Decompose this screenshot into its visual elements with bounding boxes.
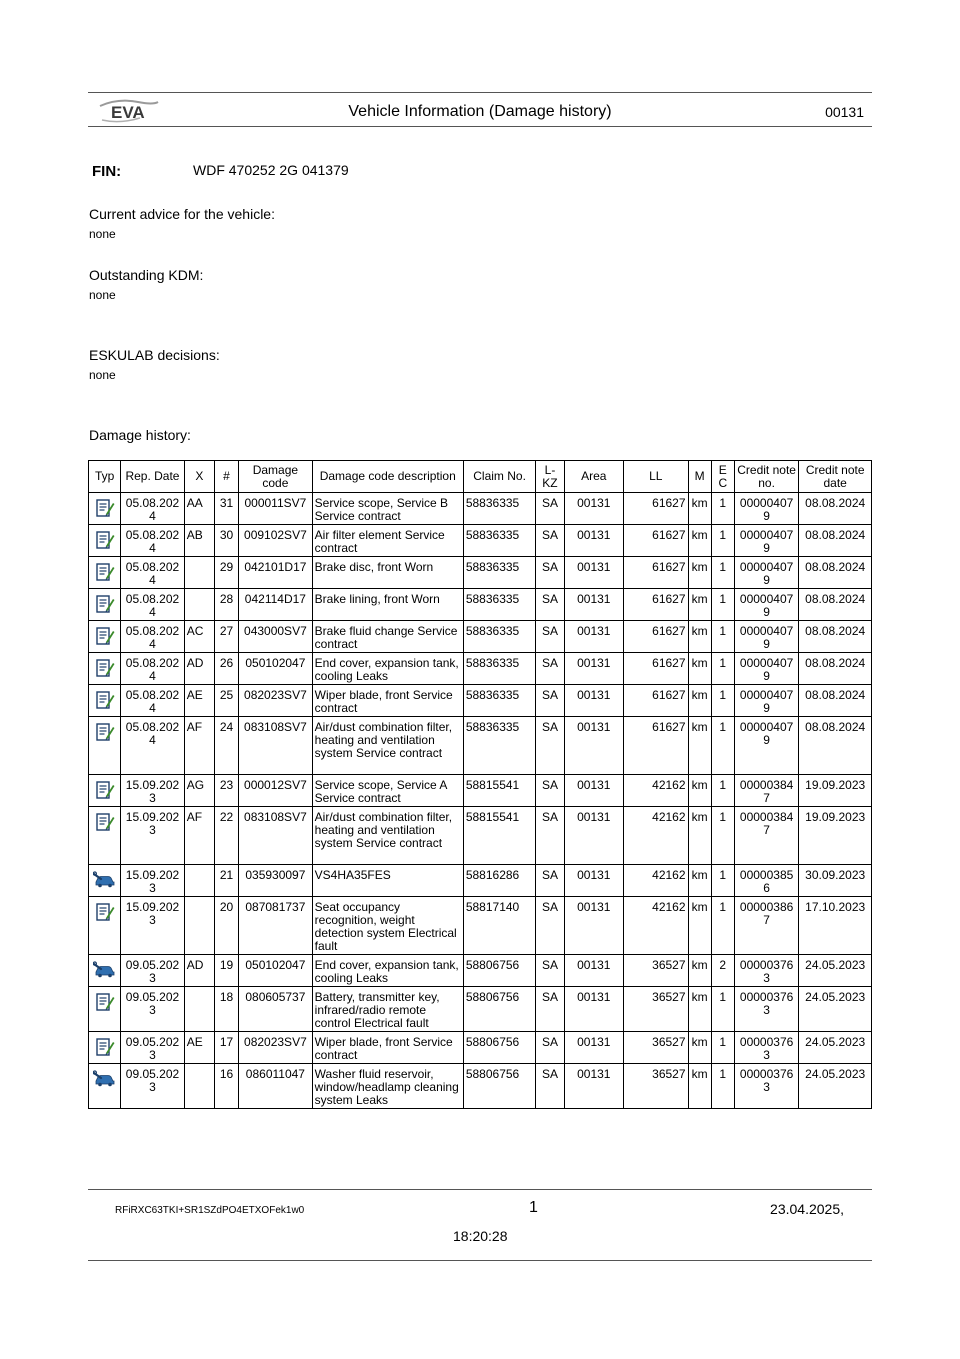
table-cell-num: 30	[214, 525, 238, 557]
table-cell-lkz: SA	[536, 493, 564, 525]
table-cell-cn: 000003763	[734, 955, 798, 987]
table-cell-m: km	[688, 775, 711, 807]
table-cell-ec: 1	[711, 589, 734, 621]
table-cell-area: 00131	[564, 589, 623, 621]
table-row	[89, 955, 872, 987]
table-cell-lkz: SA	[536, 987, 564, 1032]
table-cell-claim: 58806756	[463, 1032, 536, 1064]
table-cell-ll: 36527	[624, 987, 688, 1032]
table-cell-x: AE	[184, 685, 214, 717]
table-cell-lkz: SA	[536, 1064, 564, 1109]
table-cell-date: 15.09.2023	[121, 865, 184, 897]
table-cell-ec: 1	[711, 493, 734, 525]
table-cell-claim: 58836335	[463, 621, 536, 653]
document-edit-icon	[89, 987, 121, 1032]
table-cell-x	[184, 589, 214, 621]
table-cell-desc: Wiper blade, front Service contract	[312, 685, 463, 717]
table-cell-ec: 1	[711, 987, 734, 1032]
table-cell-area: 00131	[564, 653, 623, 685]
table-cell-date: 09.05.2023	[121, 955, 184, 987]
fin-label: FIN:	[92, 163, 122, 180]
table-cell-code: 082023SV7	[239, 1032, 313, 1064]
table-cell-num: 26	[214, 653, 238, 685]
header-bottom-rule	[88, 126, 872, 127]
table-cell-m: km	[688, 987, 711, 1032]
document-edit-icon	[89, 897, 121, 955]
table-cell-area: 00131	[564, 1032, 623, 1064]
table-row	[89, 897, 872, 955]
table-cell-cn: 000003763	[734, 1032, 798, 1064]
table-cell-area: 00131	[564, 865, 623, 897]
table-cell-x: AD	[184, 955, 214, 987]
footer-top-rule	[88, 1189, 872, 1190]
table-cell-area: 00131	[564, 557, 623, 589]
table-cell-cnd: 24.05.2023	[799, 1064, 872, 1109]
table-cell-code: 050102047	[239, 653, 313, 685]
table-cell-lkz: SA	[536, 955, 564, 987]
current-advice-value: none	[89, 227, 116, 241]
table-cell-claim: 58836335	[463, 525, 536, 557]
table-cell-ll: 36527	[624, 1032, 688, 1064]
table-cell-x: AB	[184, 525, 214, 557]
table-cell-date: 05.08.2024	[121, 557, 184, 589]
table-cell-x	[184, 865, 214, 897]
table-cell-ec: 1	[711, 621, 734, 653]
table-cell-area: 00131	[564, 493, 623, 525]
table-cell-ll: 36527	[624, 955, 688, 987]
table-cell-claim: 58836335	[463, 493, 536, 525]
table-cell-m: km	[688, 897, 711, 955]
table-cell-m: km	[688, 653, 711, 685]
document-edit-icon	[89, 525, 121, 557]
table-cell-ec: 1	[711, 1064, 734, 1109]
table-cell-x	[184, 897, 214, 955]
table-cell-date: 05.08.2024	[121, 493, 184, 525]
table-cell-cnd: 08.08.2024	[799, 717, 872, 775]
table-cell-cn: 000003847	[734, 775, 798, 807]
table-cell-desc: Seat occupancy recognition, weight detection system Electrical fault	[312, 897, 463, 955]
table-row	[89, 653, 872, 685]
table-cell-date: 05.08.2024	[121, 717, 184, 775]
table-row	[89, 1032, 872, 1064]
table-cell-x: AD	[184, 653, 214, 685]
table-cell-ll: 61627	[624, 557, 688, 589]
table-cell-desc: End cover, expansion tank, cooling Leaks	[312, 653, 463, 685]
column-header: L-KZ	[536, 461, 564, 493]
table-row	[89, 621, 872, 653]
table-cell-lkz: SA	[536, 897, 564, 955]
table-cell-ec: 1	[711, 897, 734, 955]
table-cell-desc: Service scope, Service A Service contract	[312, 775, 463, 807]
table-cell-code: 000011SV7	[239, 493, 313, 525]
document-edit-icon	[89, 653, 121, 685]
table-cell-cnd: 24.05.2023	[799, 955, 872, 987]
table-cell-ec: 1	[711, 807, 734, 865]
table-cell-ec: 1	[711, 1032, 734, 1064]
table-cell-date: 09.05.2023	[121, 987, 184, 1032]
column-header: Credit note date	[799, 461, 872, 493]
table-cell-lkz: SA	[536, 685, 564, 717]
page-title: Vehicle Information (Damage history)	[348, 103, 612, 120]
table-cell-code: 082023SV7	[239, 685, 313, 717]
table-cell-cnd: 08.08.2024	[799, 557, 872, 589]
table-row	[89, 807, 872, 865]
table-cell-ll: 42162	[624, 865, 688, 897]
column-header: #	[214, 461, 238, 493]
document-edit-icon	[89, 557, 121, 589]
table-cell-cnd: 08.08.2024	[799, 653, 872, 685]
table-cell-x	[184, 557, 214, 589]
table-cell-lkz: SA	[536, 775, 564, 807]
table-cell-area: 00131	[564, 1064, 623, 1109]
table-cell-num: 17	[214, 1032, 238, 1064]
table-cell-claim: 58836335	[463, 685, 536, 717]
table-cell-cnd: 17.10.2023	[799, 897, 872, 955]
eskulab-heading: ESKULAB decisions:	[89, 347, 220, 363]
outstanding-kdm-heading: Outstanding KDM:	[89, 267, 204, 283]
column-header: Claim No.	[463, 461, 536, 493]
document-edit-icon	[89, 717, 121, 775]
table-cell-desc: Brake lining, front Worn	[312, 589, 463, 621]
table-cell-lkz: SA	[536, 807, 564, 865]
table-cell-cnd: 24.05.2023	[799, 1032, 872, 1064]
table-cell-area: 00131	[564, 717, 623, 775]
table-cell-code: 083108SV7	[239, 807, 313, 865]
table-cell-x: AF	[184, 717, 214, 775]
table-cell-date: 05.08.2024	[121, 525, 184, 557]
table-cell-claim: 58836335	[463, 589, 536, 621]
table-cell-cnd: 08.08.2024	[799, 685, 872, 717]
table-cell-ll: 36527	[624, 1064, 688, 1109]
eskulab-value: none	[89, 368, 116, 382]
table-cell-cnd: 08.08.2024	[799, 493, 872, 525]
table-cell-date: 05.08.2024	[121, 653, 184, 685]
table-cell-m: km	[688, 1032, 711, 1064]
table-cell-desc: Air/dust combination filter, heating and ventilation system Service contract	[312, 717, 463, 775]
table-cell-cn: 000004079	[734, 589, 798, 621]
table-cell-desc: End cover, expansion tank, cooling Leaks	[312, 955, 463, 987]
table-cell-num: 18	[214, 987, 238, 1032]
column-header: Typ	[89, 461, 121, 493]
table-cell-code: 042101D17	[239, 557, 313, 589]
table-cell-ec: 1	[711, 525, 734, 557]
table-cell-num: 29	[214, 557, 238, 589]
table-cell-cnd: 08.08.2024	[799, 621, 872, 653]
table-cell-ec: 1	[711, 653, 734, 685]
damage-history-table	[88, 460, 872, 1109]
table-cell-ec: 1	[711, 775, 734, 807]
table-cell-desc: Brake fluid change Service contract	[312, 621, 463, 653]
table-row	[89, 493, 872, 525]
column-header: Credit note no.	[734, 461, 798, 493]
table-cell-lkz: SA	[536, 1032, 564, 1064]
table-row	[89, 987, 872, 1032]
table-cell-num: 25	[214, 685, 238, 717]
table-cell-ll: 61627	[624, 717, 688, 775]
table-cell-date: 05.08.2024	[121, 621, 184, 653]
table-cell-area: 00131	[564, 897, 623, 955]
table-cell-code: 080605737	[239, 987, 313, 1032]
table-cell-area: 00131	[564, 807, 623, 865]
table-cell-num: 21	[214, 865, 238, 897]
table-cell-code: 035930097	[239, 865, 313, 897]
car-repair-icon	[89, 955, 121, 987]
table-cell-cnd: 08.08.2024	[799, 525, 872, 557]
header-top-rule	[88, 92, 872, 93]
table-cell-code: 083108SV7	[239, 717, 313, 775]
table-cell-desc: Washer fluid reservoir, window/headlamp cleaning system Leaks	[312, 1064, 463, 1109]
table-cell-cn: 000004079	[734, 685, 798, 717]
table-cell-code: 050102047	[239, 955, 313, 987]
table-cell-m: km	[688, 525, 711, 557]
table-cell-cn: 000004079	[734, 493, 798, 525]
table-row	[89, 525, 872, 557]
table-cell-cn: 000003856	[734, 865, 798, 897]
column-header: M	[688, 461, 711, 493]
column-header: Damage code description	[312, 461, 463, 493]
table-cell-lkz: SA	[536, 557, 564, 589]
table-cell-code: 087081737	[239, 897, 313, 955]
table-cell-ll: 42162	[624, 775, 688, 807]
table-cell-area: 00131	[564, 621, 623, 653]
table-cell-ll: 61627	[624, 493, 688, 525]
table-cell-area: 00131	[564, 685, 623, 717]
table-cell-x	[184, 987, 214, 1032]
table-cell-claim: 58815541	[463, 807, 536, 865]
table-cell-cnd: 24.05.2023	[799, 987, 872, 1032]
table-cell-area: 00131	[564, 955, 623, 987]
table-cell-ll: 61627	[624, 653, 688, 685]
table-cell-m: km	[688, 955, 711, 987]
table-cell-code: 000012SV7	[239, 775, 313, 807]
table-cell-claim: 58836335	[463, 557, 536, 589]
table-cell-claim: 58815541	[463, 775, 536, 807]
table-cell-ec: 1	[711, 717, 734, 775]
table-cell-num: 31	[214, 493, 238, 525]
table-cell-m: km	[688, 589, 711, 621]
table-cell-date: 05.08.2024	[121, 685, 184, 717]
document-edit-icon	[89, 1032, 121, 1064]
table-cell-claim: 58806756	[463, 955, 536, 987]
table-cell-ll: 61627	[624, 685, 688, 717]
table-cell-claim: 58817140	[463, 897, 536, 955]
document-edit-icon	[89, 589, 121, 621]
table-cell-code: 042114D17	[239, 589, 313, 621]
table-cell-lkz: SA	[536, 589, 564, 621]
table-cell-cn: 000004079	[734, 525, 798, 557]
print-date: 23.04.2025,	[770, 1201, 844, 1217]
table-cell-date: 15.09.2023	[121, 897, 184, 955]
document-edit-icon	[89, 775, 121, 807]
table-cell-lkz: SA	[536, 653, 564, 685]
table-cell-code: 086011047	[239, 1064, 313, 1109]
table-cell-num: 23	[214, 775, 238, 807]
table-cell-x: AG	[184, 775, 214, 807]
table-cell-date: 09.05.2023	[121, 1064, 184, 1109]
table-cell-lkz: SA	[536, 525, 564, 557]
table-cell-num: 28	[214, 589, 238, 621]
column-header: Area	[564, 461, 623, 493]
table-cell-cn: 000004079	[734, 621, 798, 653]
table-row	[89, 1064, 872, 1109]
table-cell-num: 27	[214, 621, 238, 653]
table-cell-date: 15.09.2023	[121, 775, 184, 807]
column-header: Damage code	[239, 461, 313, 493]
table-cell-code: 043000SV7	[239, 621, 313, 653]
table-cell-m: km	[688, 621, 711, 653]
table-header-row	[89, 461, 872, 493]
table-cell-desc: Air filter element Service contract	[312, 525, 463, 557]
table-cell-area: 00131	[564, 775, 623, 807]
table-row	[89, 865, 872, 897]
table-cell-claim: 58806756	[463, 987, 536, 1032]
table-cell-x: AF	[184, 807, 214, 865]
table-cell-claim: 58836335	[463, 717, 536, 775]
table-cell-lkz: SA	[536, 621, 564, 653]
table-cell-lkz: SA	[536, 865, 564, 897]
table-cell-num: 24	[214, 717, 238, 775]
table-cell-ll: 61627	[624, 525, 688, 557]
table-cell-x: AE	[184, 1032, 214, 1064]
table-cell-cn: 000003763	[734, 987, 798, 1032]
table-cell-ec: 1	[711, 865, 734, 897]
table-cell-cn: 000004079	[734, 653, 798, 685]
table-cell-cn: 000004079	[734, 557, 798, 589]
table-cell-cn: 000003847	[734, 807, 798, 865]
table-cell-ec: 1	[711, 557, 734, 589]
table-cell-cn: 000003867	[734, 897, 798, 955]
column-header: LL	[624, 461, 688, 493]
table-cell-date: 09.05.2023	[121, 1032, 184, 1064]
table-cell-cn: 000004079	[734, 717, 798, 775]
table-cell-area: 00131	[564, 987, 623, 1032]
table-cell-lkz: SA	[536, 717, 564, 775]
car-repair-icon	[89, 865, 121, 897]
document-id: RFiRXC63TKI+SR1SZdPO4ETXOFek1w0	[115, 1205, 305, 1216]
table-cell-ec: 1	[711, 685, 734, 717]
document-code: 00131	[825, 104, 864, 120]
table-cell-cnd: 08.08.2024	[799, 589, 872, 621]
table-cell-x: AA	[184, 493, 214, 525]
column-header: Rep. Date	[121, 461, 184, 493]
table-cell-desc: Wiper blade, front Service contract	[312, 1032, 463, 1064]
table-cell-num: 20	[214, 897, 238, 955]
document-edit-icon	[89, 807, 121, 865]
document-edit-icon	[89, 621, 121, 653]
table-cell-desc: Battery, transmitter key, infrared/radio remote control Electrical fault	[312, 987, 463, 1032]
car-repair-icon	[89, 1064, 121, 1109]
table-cell-claim: 58816286	[463, 865, 536, 897]
table-cell-desc: Brake disc, front Worn	[312, 557, 463, 589]
damage-history-heading: Damage history:	[89, 427, 191, 443]
page-number: 1	[529, 1199, 538, 1216]
table-cell-m: km	[688, 807, 711, 865]
table-row	[89, 557, 872, 589]
table-cell-x	[184, 1064, 214, 1109]
table-cell-m: km	[688, 557, 711, 589]
table-cell-desc: VS4HA35FES	[312, 865, 463, 897]
table-cell-ll: 42162	[624, 807, 688, 865]
footer-bottom-rule	[88, 1260, 872, 1261]
document-edit-icon	[89, 493, 121, 525]
table-cell-m: km	[688, 685, 711, 717]
table-cell-m: km	[688, 717, 711, 775]
table-row	[89, 589, 872, 621]
column-header: E C	[711, 461, 734, 493]
table-cell-ll: 61627	[624, 621, 688, 653]
table-cell-ec: 2	[711, 955, 734, 987]
table-cell-ll: 61627	[624, 589, 688, 621]
table-cell-num: 16	[214, 1064, 238, 1109]
table-cell-desc: Service scope, Service B Service contract	[312, 493, 463, 525]
table-cell-cnd: 19.09.2023	[799, 775, 872, 807]
table-row	[89, 685, 872, 717]
table-cell-date: 05.08.2024	[121, 589, 184, 621]
table-cell-x: AC	[184, 621, 214, 653]
fin-value: WDF 470252 2G 041379	[193, 162, 349, 178]
table-cell-ll: 42162	[624, 897, 688, 955]
table-cell-m: km	[688, 493, 711, 525]
outstanding-kdm-value: none	[89, 288, 116, 302]
table-cell-code: 009102SV7	[239, 525, 313, 557]
table-row	[89, 717, 872, 775]
table-cell-cn: 000003763	[734, 1064, 798, 1109]
table-cell-cnd: 19.09.2023	[799, 807, 872, 865]
table-cell-m: km	[688, 1064, 711, 1109]
table-cell-cnd: 30.09.2023	[799, 865, 872, 897]
current-advice-heading: Current advice for the vehicle:	[89, 206, 275, 222]
table-cell-claim: 58836335	[463, 653, 536, 685]
table-cell-date: 15.09.2023	[121, 807, 184, 865]
table-cell-area: 00131	[564, 525, 623, 557]
table-cell-claim: 58806756	[463, 1064, 536, 1109]
print-time: 18:20:28	[453, 1228, 508, 1244]
table-cell-m: km	[688, 865, 711, 897]
table-cell-num: 19	[214, 955, 238, 987]
document-edit-icon	[89, 685, 121, 717]
column-header: X	[184, 461, 214, 493]
logo-text: EVA	[111, 103, 145, 122]
table-row	[89, 775, 872, 807]
table-cell-num: 22	[214, 807, 238, 865]
table-cell-desc: Air/dust combination filter, heating and ventilation system Service contract	[312, 807, 463, 865]
